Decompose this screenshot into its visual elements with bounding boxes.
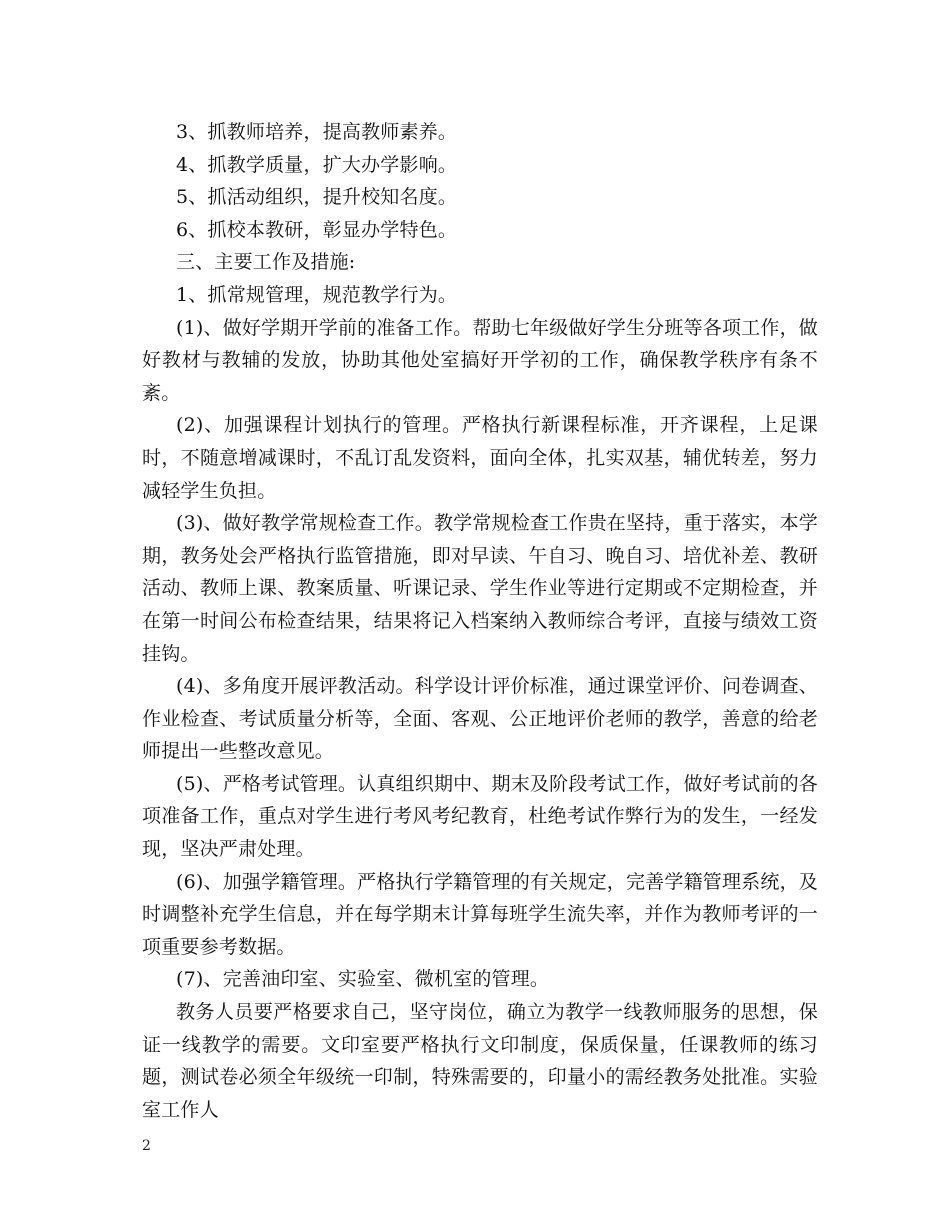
paragraph-routine-management: 1、抓常规管理，规范教学行为。 [176,283,458,306]
paragraph-item-3-teacher-training: 3、抓教师培养，提高教师素养。 [176,121,458,143]
section-heading-main-work: 三、主要工作及措施: [176,251,356,274]
paragraph-sub-6-student-records: (6)、加强学籍管理。严格执行学籍管理的有关规定，完善学籍管理系统，及时调整补充学生信息，并在每学期末计算每班学生流失率，并作为教师考评的一项重要参考数据。 [142,870,818,958]
paragraph-item-5-activity-organization: 5、抓活动组织，提升校知名度。 [176,186,458,209]
paragraph-sub-5-exam-management: (5)、严格考试管理。认真组织期中、期末及阶段考试工作，做好考试前的各项准备工作，重点对学生进行考风考纪教育，杜绝考试作弊行为的发生，一经发现，坚决严肃处理。 [142,772,818,861]
paragraph-sub-4-teaching-evaluation: (4)、多角度开展评教活动。科学设计评价标准，通过课堂评价、问卷调查、作业检查、考试质量分析等，全面、客观、公正地评价老师的教学，善意的给老师提出一些整改意见。 [142,675,818,763]
paragraph-sub-3-routine-inspection: (3)、做好教学常规检查工作。教学常规检查工作贵在坚持，重于落实，本学期，教务处会严格执行监管措施，即对早读、午自习、晚自习、培优补差、教研活动、教师上课、教案质量、听课记录、学生作业等进行定期或不定期检查，并在第一时间公布检查结果，结果将记入档案纳入教师综合考评，直接与绩效工资挂钩。 [142,512,818,665]
paragraph-item-4-teaching-quality: 4、抓教学质量，扩大办学影响。 [176,153,458,176]
paragraph-sub-7-room-management: (7)、完善油印室、实验室、微机室的管理。 [176,968,550,991]
document-body [142,116,818,1126]
page-number: 2 [142,1138,151,1154]
paragraph-item-6-school-research: 6、抓校本教研，彰显办学特色。 [176,218,458,241]
paragraph-sub-1-semester-preparation: (1)、做好学期开学前的准备工作。帮助七年级做好学生分班等各项工作，做好教材与教辅的发放，协助其他处室搞好开学初的工作，确保教学秩序有条不紊。 [142,316,818,404]
paragraph-staff-requirements: 教务人员要严格要求自己，坚守岗位，确立为教学一线教师服务的思想，保证一线教学的需要。文印室要严格执行文印制度，保质保量，任课教师的练习题，测试卷必须全年级统一印制，特殊需要的，印量小的需经教务处批准。实验室工作人 [142,1001,818,1121]
paragraph-sub-2-curriculum-plan: (2)、加强课程计划执行的管理。严格执行新课程标准，开齐课程，上足课时，不随意增减课时，不乱订乱发资料，面向全体，扎实双基，辅优转差，努力减轻学生负担。 [142,414,818,502]
